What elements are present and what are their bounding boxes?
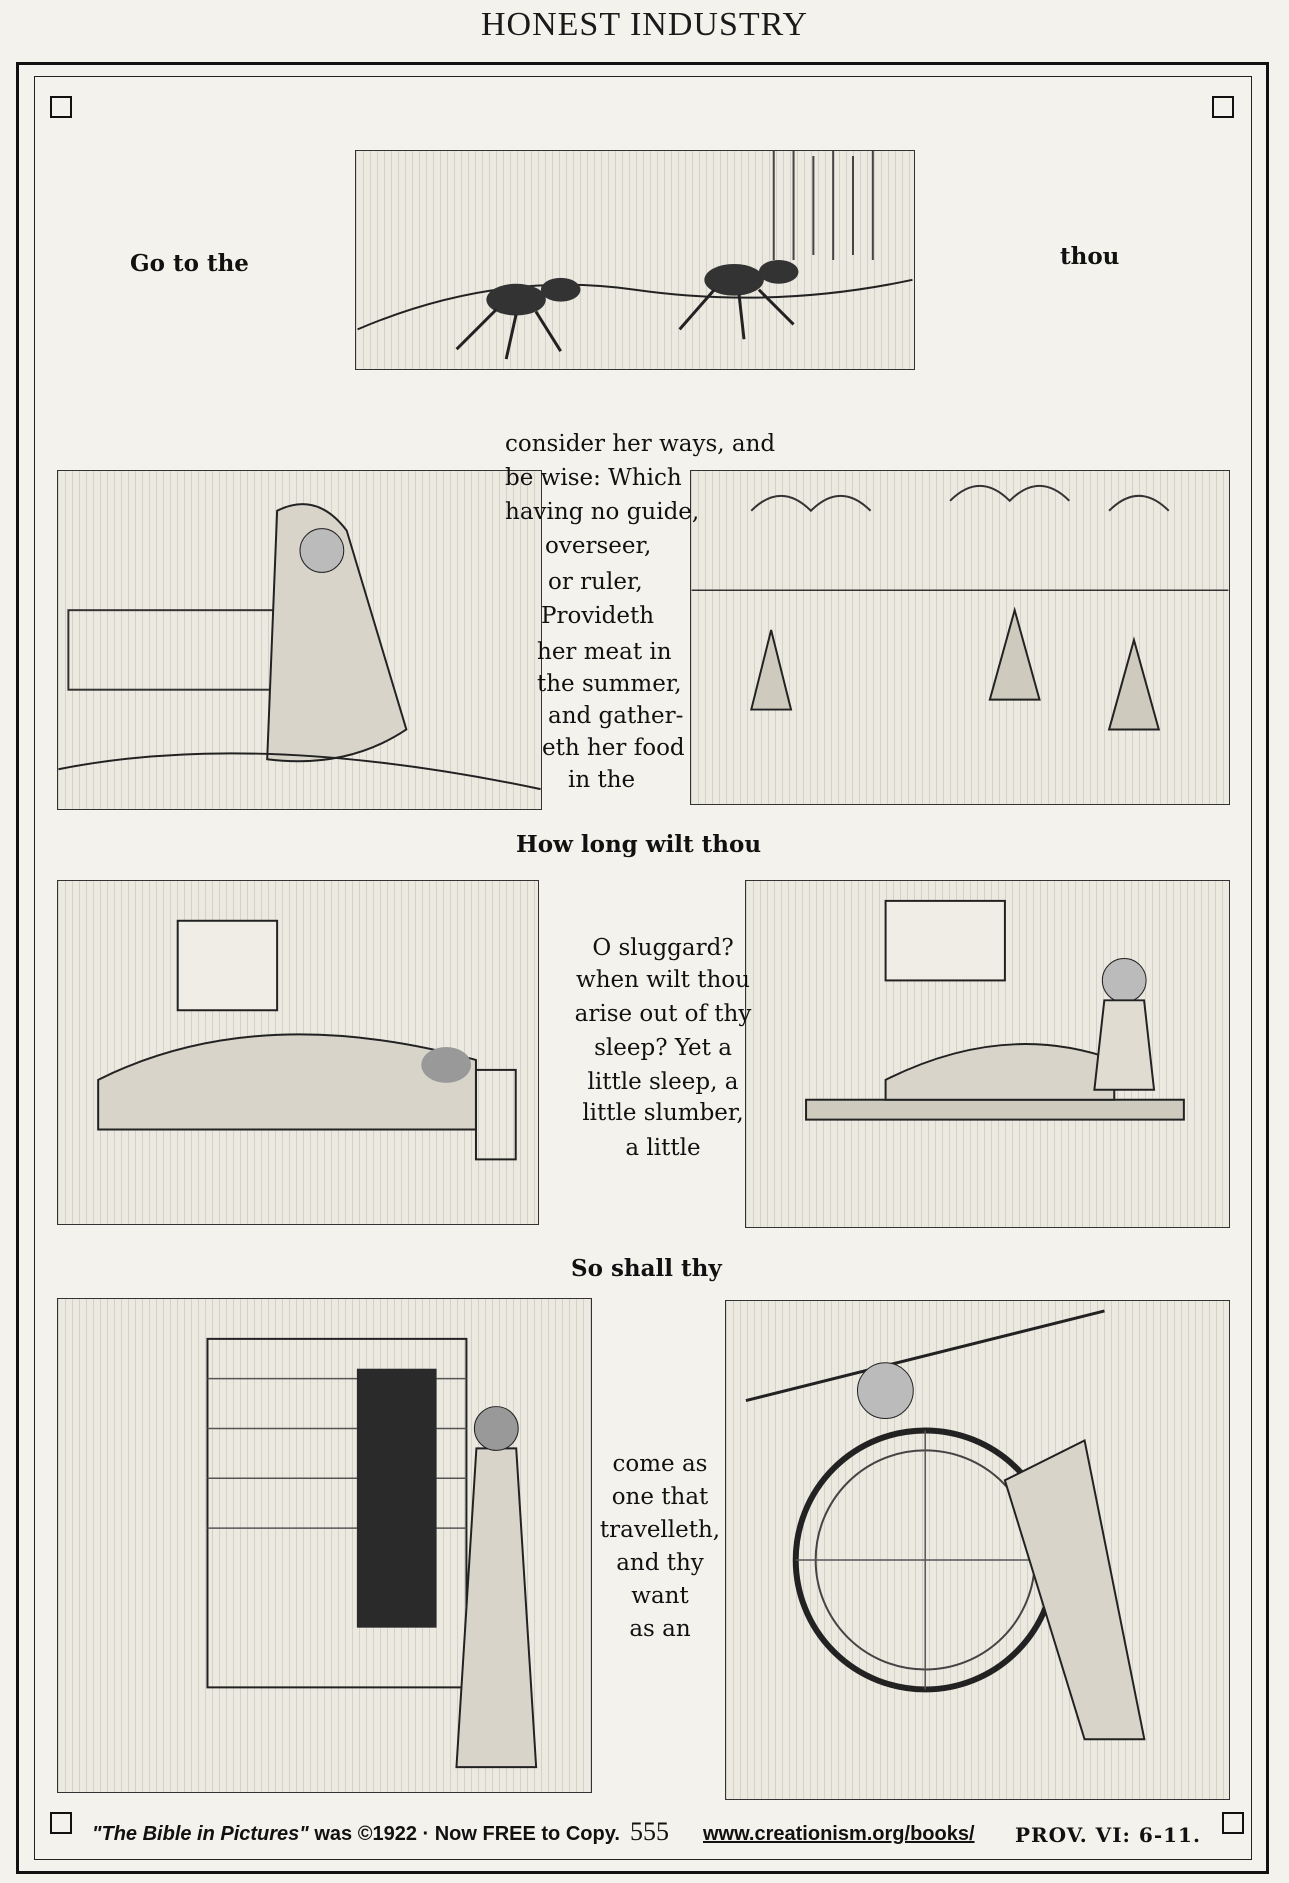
caption-line: want [631, 1583, 689, 1609]
illustration-ruined-house [57, 1298, 592, 1793]
ruined-house-drawing [58, 1299, 591, 1792]
caption-line: travelleth, [599, 1517, 721, 1543]
illustration-ants [355, 150, 915, 370]
footer-credit-rest: was ©1922 · Now FREE to Copy. [308, 1823, 620, 1845]
caption-line: as an [629, 1616, 691, 1642]
caption-line: O sluggard? [592, 935, 734, 961]
footer-url-link[interactable]: www.creationism.org/books/ [703, 1823, 975, 1845]
illustration-resting-figure [57, 470, 542, 810]
ants-drawing [356, 151, 914, 369]
caption-line: and gather- [548, 703, 684, 729]
caption-line: consider her ways, and [505, 431, 776, 457]
caption-so-shall-thy: So shall thy [571, 1255, 722, 1282]
illustration-harvest-field [690, 470, 1230, 805]
caption-line: her meat in [537, 639, 672, 665]
caption-line: eth her food [542, 735, 685, 761]
footer-credit [92, 1823, 620, 1846]
corner-ornament-bottom-right [1222, 1812, 1244, 1834]
illustration-sluggard-rising [745, 880, 1230, 1228]
page-title: HONEST INDUSTRY [480, 6, 808, 43]
harvest-field-drawing [691, 471, 1229, 804]
page-number: 555 [630, 1817, 669, 1846]
caption-line: sleep? Yet a [594, 1035, 732, 1061]
caption-line: the summer, [537, 671, 682, 697]
caption-line: be wise: Which [505, 465, 682, 491]
footer-credit-title: "The Bible in Pictures" [92, 1823, 309, 1845]
caption-line: when wilt thou [576, 967, 750, 993]
resting-figure-drawing [58, 471, 541, 809]
armed-man-drawing [726, 1301, 1229, 1799]
corner-ornament-top-left [50, 96, 72, 118]
caption-line: little slumber, [582, 1100, 744, 1126]
illustration-armed-man [725, 1300, 1230, 1800]
corner-ornament-top-right [1212, 96, 1234, 118]
caption-line: little sleep, a [587, 1069, 739, 1095]
caption-line: overseer, [545, 533, 652, 559]
corner-ornament-bottom-left [50, 1812, 72, 1834]
illustration-sluggard-sleeping [57, 880, 539, 1225]
scripture-reference: PROV. VI: 6-11. [1015, 1823, 1201, 1847]
caption-line: a little [625, 1135, 701, 1161]
caption-line: arise out of thy [574, 1001, 752, 1027]
caption-line: one that [611, 1484, 709, 1510]
caption-thou: thou [1060, 243, 1120, 270]
caption-line: Provideth [541, 603, 655, 629]
caption-line: come as [612, 1451, 708, 1477]
caption-line: and thy [616, 1550, 704, 1576]
sluggard-rising-drawing [746, 881, 1229, 1227]
caption-how-long: How long wilt thou [516, 831, 762, 858]
sluggard-sleeping-drawing [58, 881, 538, 1224]
caption-line: having no guide, [505, 499, 700, 525]
caption-line: or ruler, [548, 569, 643, 595]
caption-go-to-the: Go to the [130, 250, 249, 277]
caption-line: in the [568, 767, 636, 793]
